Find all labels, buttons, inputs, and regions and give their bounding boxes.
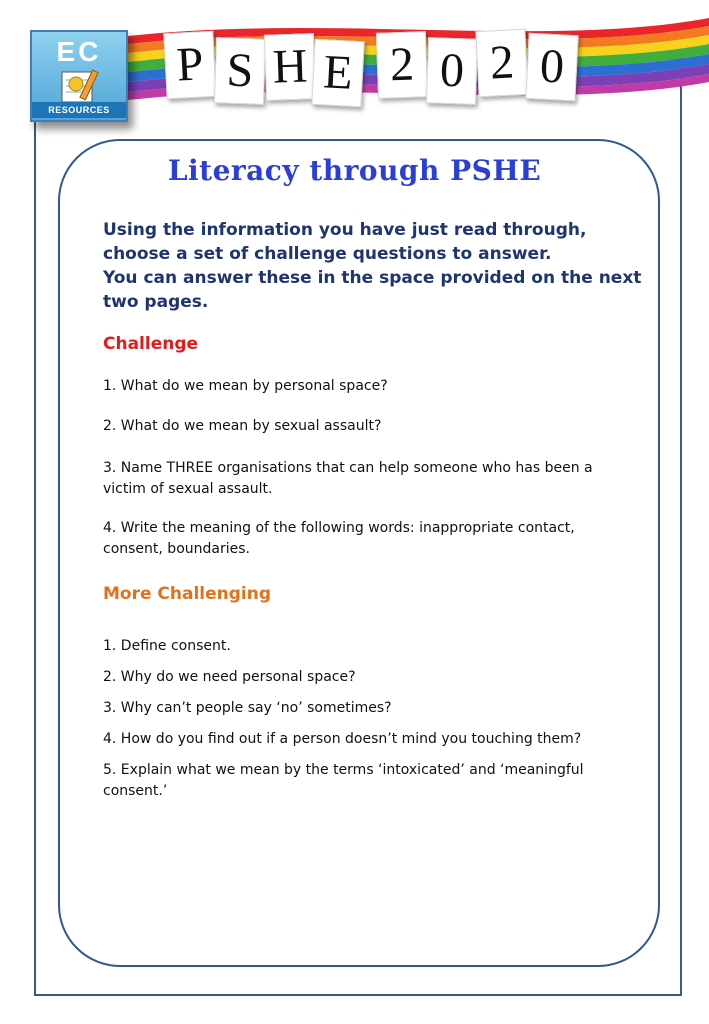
challenge-heading: Challenge (103, 334, 199, 354)
logo-band: RESOURCES (32, 102, 126, 118)
challenge-question: 3. Name THREE organisations that can help someone who has been a victim of sexual assault. (103, 460, 593, 497)
title-tile: 2 (376, 31, 428, 99)
title-tile: S (214, 37, 266, 105)
page-title: Literacy through PSHE (167, 154, 542, 187)
title-tile: H (264, 33, 316, 101)
title-tile: E (311, 39, 364, 108)
title-tile: 2 (475, 29, 528, 98)
intro-instructions (103, 218, 643, 314)
more-challenging-question: 1. Define consent. (103, 638, 231, 654)
more-challenging-question: 5. Explain what we mean by the terms ‘intoxicated’ and ‘meaningful consent.’ (103, 762, 584, 799)
challenge-question: 1. What do we mean by personal space? (103, 378, 388, 394)
more-challenging-question: 4. How do you find out if a person doesn’t mind you touching them? (103, 731, 582, 747)
more-challenging-heading: More Challenging (103, 584, 272, 604)
title-tile: 0 (525, 33, 578, 102)
more-challenging-question: 2. Why do we need personal space? (103, 669, 356, 685)
intro-paragraph: Using the information you have just read through, choose a set of challenge questions to answer. (103, 220, 587, 264)
ec-resources-logo (30, 30, 128, 122)
logo-mark: EC (56, 36, 102, 67)
title-tile: P (163, 31, 216, 100)
title-tile: 0 (426, 37, 478, 105)
intro-paragraph: You can answer these in the space provided on the next two pages. (103, 268, 642, 312)
challenge-question: 2. What do we mean by sexual assault? (103, 418, 382, 434)
pencil-and-notepad-icon (56, 66, 102, 106)
more-challenging-question: 3. Why can’t people say ‘no’ sometimes? (103, 700, 392, 716)
challenge-question: 4. Write the meaning of the following words: inappropriate contact, consent, boundaries. (103, 520, 575, 557)
